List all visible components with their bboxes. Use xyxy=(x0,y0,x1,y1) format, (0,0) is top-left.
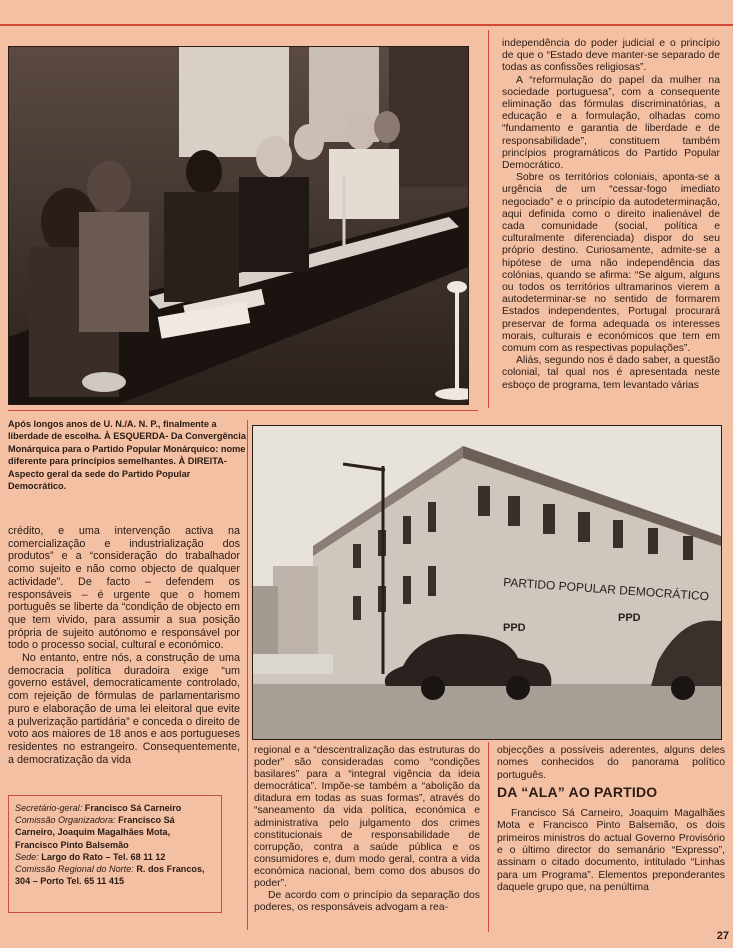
vertical-rule-top xyxy=(488,30,489,408)
caption-left-text: - Da Convergência Monárquica para o Partido Popular Monárquico: nome diferente para princípios semelhantes. xyxy=(8,431,246,467)
paragraph: A “reformulação do papel da mulher na sociedade portuguesa”, com a consequente eliminação das fórmulas discriminatórias, a educação e a formulação, olhadas como “fundamento e garantia de liberdade e de responsabilidade”, constituem também princípios programáticos do Partido Popular Democrático. xyxy=(502,74,720,172)
info-label-north: Comissão Regional do Norte: xyxy=(15,864,134,875)
building-image xyxy=(253,426,721,739)
section-heading: DA “ALA” AO PARTIDO xyxy=(497,783,658,800)
right-column-bottom xyxy=(497,745,725,894)
photo-caption xyxy=(8,418,246,492)
page-number: 27 xyxy=(716,930,729,942)
info-value-hq: Largo do Rato – Tel. 68 11 12 xyxy=(41,851,166,862)
paragraph: regional e a “descentralização das estruturas do poder” são consideradas como “condições basilares” para a “integral vigência da ideia democrática”. Impõe-se também a “abolição da ditadura em todas as suas formas”, através do “saneamento da vida política, económica e administrativa pelo julgamento dos crimes constitucionais de responsabilidade de corrupção, contra a saúde pública e os consumidores e, dum modo geral, contra a vida económica nacional, bem como dos abusos do poder”. xyxy=(254,745,480,890)
caption-right-label: À DIREITA xyxy=(178,456,224,467)
vertical-rule-bottom xyxy=(488,742,489,932)
paragraph: No entanto, entre nós, a construção de uma democracia política duradoira exige “um governo estável, democraticamente controlado, com rejeição de fórmulas de parlamentarismo puro e elaboração de uma lei eleitoral que evite a pulverização partidária” e conceda o direito de voto aos maiores de 18 anos e aos portugueses residentes no estrangeiro. Consequentemente, a democratização da vida xyxy=(8,652,240,766)
headquarters-building-photo xyxy=(252,425,722,740)
middle-column-bottom xyxy=(254,745,480,914)
paragraph: Francisco Sá Carneiro, Joaquim Magalhães Mota e Francisco Pinto Balsemão, os dois primeiros ministros do actual Governo Provisório e o último director do semanário “Expresso”, assinam o citado documento, intitulado “Linhas para um Programa”. Elementos preponderantes daquele grupo que, na penúltima xyxy=(497,808,725,893)
caption-left-label: À ESQUERDA xyxy=(104,431,166,442)
caption-divider xyxy=(8,410,478,411)
paragraph: Aliás, segundo nos é dado saber, a questão colonial, tal qual nos é apresentada neste esboço de programa, tem levantado várias xyxy=(502,355,720,391)
paragraph: crédito, e uma intervenção activa na comercialização e industrialização dos produtos” e a “consideração do trabalhador como sujeito e não como objecto de qualquer actividade”. De facto – defendem os responsáveis – é urgente que o homem português se liberte da “condição de objecto em que tem vivido, para assumir a sua posição própria de sujeito autónomo e responsável por todo o processo social, cultural e económico. xyxy=(8,525,240,652)
info-value-north: R. dos Francos, 304 – Porto Tel. 65 11 415 xyxy=(15,864,205,887)
ppd-sign-right: PPD xyxy=(618,612,641,624)
info-label-secretary: Secretário-geral: xyxy=(15,803,83,813)
party-info-box xyxy=(8,795,222,913)
vertical-rule-left xyxy=(247,420,248,930)
right-column-top xyxy=(502,38,720,392)
press-conference-image xyxy=(9,47,468,404)
top-rule xyxy=(0,24,733,26)
press-conference-photo xyxy=(8,46,469,405)
paragraph: De acordo com o princípio da separação dos poderes, os responsáveis advogam a rea- xyxy=(254,890,480,914)
ppd-sign-left: PPD xyxy=(503,622,526,634)
paragraph: objecções a possíveis aderentes, alguns deles nomes conhecidos do panorama político português. xyxy=(497,745,725,781)
paragraph: Sobre os territórios coloniais, aponta-se a urgência de um “cessar-fogo imediato negociado” e o princípio da autodeterminação, aqui definida como o direito inalienável de cada comunidade (social, política e culturalmente diferenciada) dispor do seu próprio destino. Curiosamente, admite-se a hipótese de uma não independência das colónias, quando se afirma: “Se algum, alguns ou todos os territórios ultramarinos vierem a autodeterminar-se no sentido de formarem Estados independentes, Portugal procurará preservar de forma adequada os interesses morais, culturais e económicos que tem em comum com as respectivas populações”. xyxy=(502,172,720,355)
info-value-committee: Francisco Sá Carneiro, Joaquim Magalhães Mota, Francisco Pinto Balsemão xyxy=(15,815,175,850)
caption-right-text: - Aspecto geral da sede do Partido Popular Democrático. xyxy=(8,456,227,492)
info-label-hq: Sede: xyxy=(15,851,39,862)
info-label-committee: Comissão Organizadora: xyxy=(15,815,116,826)
info-value-secretary: Francisco Sá Carneiro xyxy=(84,803,182,813)
paragraph: independência do poder judicial e o princípio de que o “Estado deve manter-se separado de todas as confissões religiosas”. xyxy=(502,38,720,74)
left-column-bottom xyxy=(8,525,240,766)
party-banner-text: PARTIDO POPULAR DEMOCRÁTICO xyxy=(502,575,710,604)
caption-intro: Após longos anos de U. N./A. N. P., finalmente a liberdade de escolha. xyxy=(8,419,217,442)
